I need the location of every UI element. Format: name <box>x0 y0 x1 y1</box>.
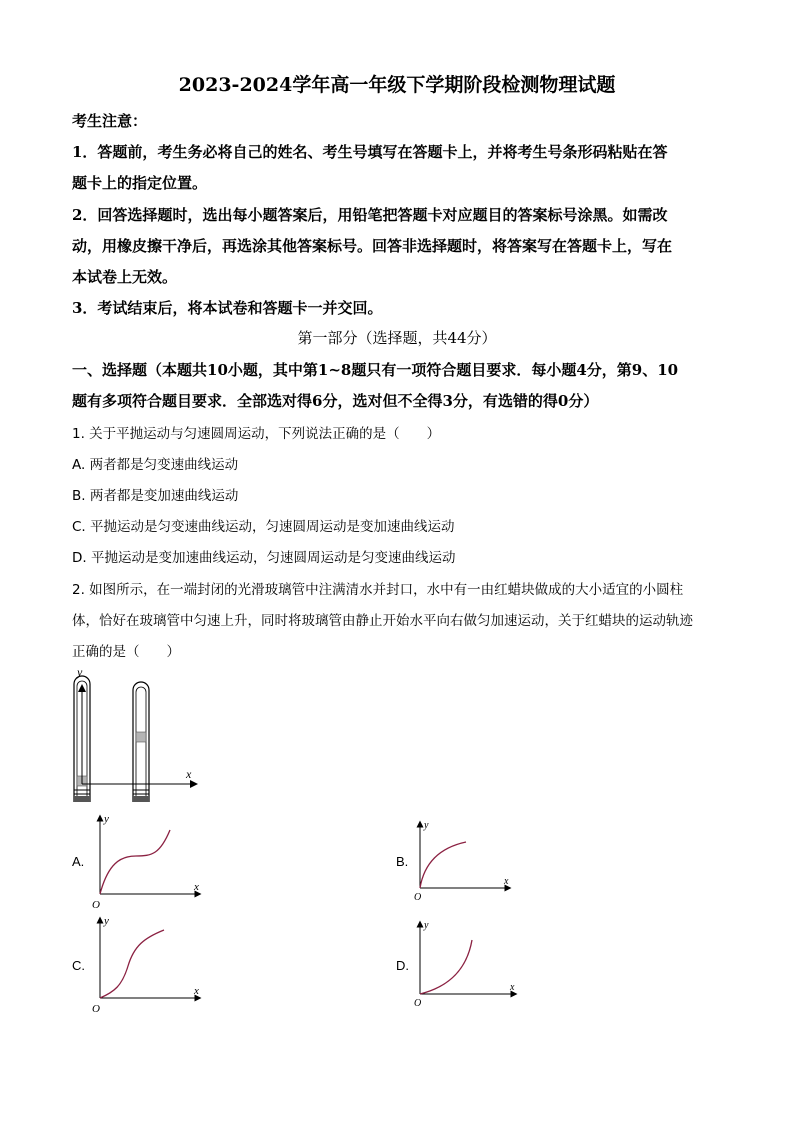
q1-option-c: C. 平抛运动是匀变速曲线运动，匀速圆周运动是变加速曲线运动 <box>72 519 455 535</box>
q2-option-a-graph <box>90 812 210 912</box>
q1-option-a: A. 两者都是匀变速曲线运动 <box>72 457 239 473</box>
q2-option-b-graph <box>410 818 520 908</box>
option-c-trajectory <box>100 930 164 998</box>
q2-option-c-label: C. <box>72 958 85 973</box>
figure-y-label: y <box>77 665 83 679</box>
part-heading-line-1: 一、选择题（本题共10小题，其中第1~8题只有一项符合题目要求．每小题4分，第9、10 <box>72 361 679 379</box>
svg-text:y: y <box>424 920 429 931</box>
svg-text:y: y <box>424 820 429 831</box>
q2-stem-line-3: 正确的是（ ） <box>72 644 180 660</box>
notice-item-3: 3．考试结束后，将本试卷和答题卡一并交回。 <box>72 299 383 317</box>
wax-block-right <box>136 732 146 742</box>
svg-text:O: O <box>92 899 100 911</box>
q2-option-d-label: D. <box>396 958 409 973</box>
svg-text:x: x <box>504 876 509 887</box>
q2-stem-line-2: 体，恰好在玻璃管中匀速上升，同时将玻璃管由静止开始水平向右做匀加速运动，关于红蜡块的运动轨迹 <box>72 613 693 629</box>
part-heading-line-2: 题有多项符合题目要求．全部选对得6分，选对但不全得3分，有选错的得0分） <box>72 392 599 410</box>
svg-text:x: x <box>194 881 199 893</box>
svg-text:x: x <box>510 982 515 993</box>
q1-option-d: D. 平抛运动是变加速曲线运动，匀速圆周运动是匀变速曲线运动 <box>72 550 456 566</box>
q2-stem-line-1: 2. 如图所示，在一端封闭的光滑玻璃管中注满清水并封口，水中有一由红蜡块做成的大小适宜的小圆柱 <box>72 582 684 598</box>
svg-text:y: y <box>104 813 109 825</box>
notice-item-1-line-1: 1．答题前，考生务必将自己的姓名、考生号填写在答题卡上，并将考生号条形码粘贴在答 <box>72 143 668 161</box>
notice-item-1-line-2: 题卡上的指定位置。 <box>72 174 208 192</box>
section-title: 第一部分（选择题，共44分） <box>297 329 497 347</box>
option-b-trajectory <box>420 842 466 888</box>
svg-text:y: y <box>104 915 109 927</box>
q1-option-b: B. 两者都是变加速曲线运动 <box>72 488 239 504</box>
notice-heading: 考生注意： <box>72 112 148 130</box>
q2-option-b-label: B. <box>396 854 409 869</box>
svg-text:O: O <box>414 892 422 903</box>
q1-stem: 1. 关于平抛运动与匀速圆周运动，下列说法正确的是（ ） <box>72 426 441 442</box>
figure-x-label: x <box>186 767 192 781</box>
svg-text:O: O <box>92 1003 100 1014</box>
svg-text:O: O <box>414 998 422 1009</box>
q2-tube-figure <box>68 662 203 807</box>
option-a-trajectory <box>100 830 170 894</box>
q2-option-c-graph <box>90 914 210 1014</box>
page-title: 2023-2024学年高一年级下学期阶段检测物理试题 <box>178 74 616 96</box>
notice-item-2-line-3: 本试卷上无效。 <box>72 268 178 286</box>
option-d-trajectory <box>420 940 472 994</box>
svg-text:x: x <box>194 985 199 997</box>
notice-item-2-line-2: 动，用橡皮擦干净后，再选涂其他答案标号。回答非选择题时，将答案写在答题卡上，写在 <box>72 237 673 255</box>
q2-option-a-label: A. <box>72 854 85 869</box>
q2-option-d-graph <box>410 918 525 1010</box>
notice-item-2-line-1: 2．回答选择题时，选出每小题答案后，用铅笔把答题卡对应题目的答案标号涂黑。如需改 <box>72 206 668 224</box>
